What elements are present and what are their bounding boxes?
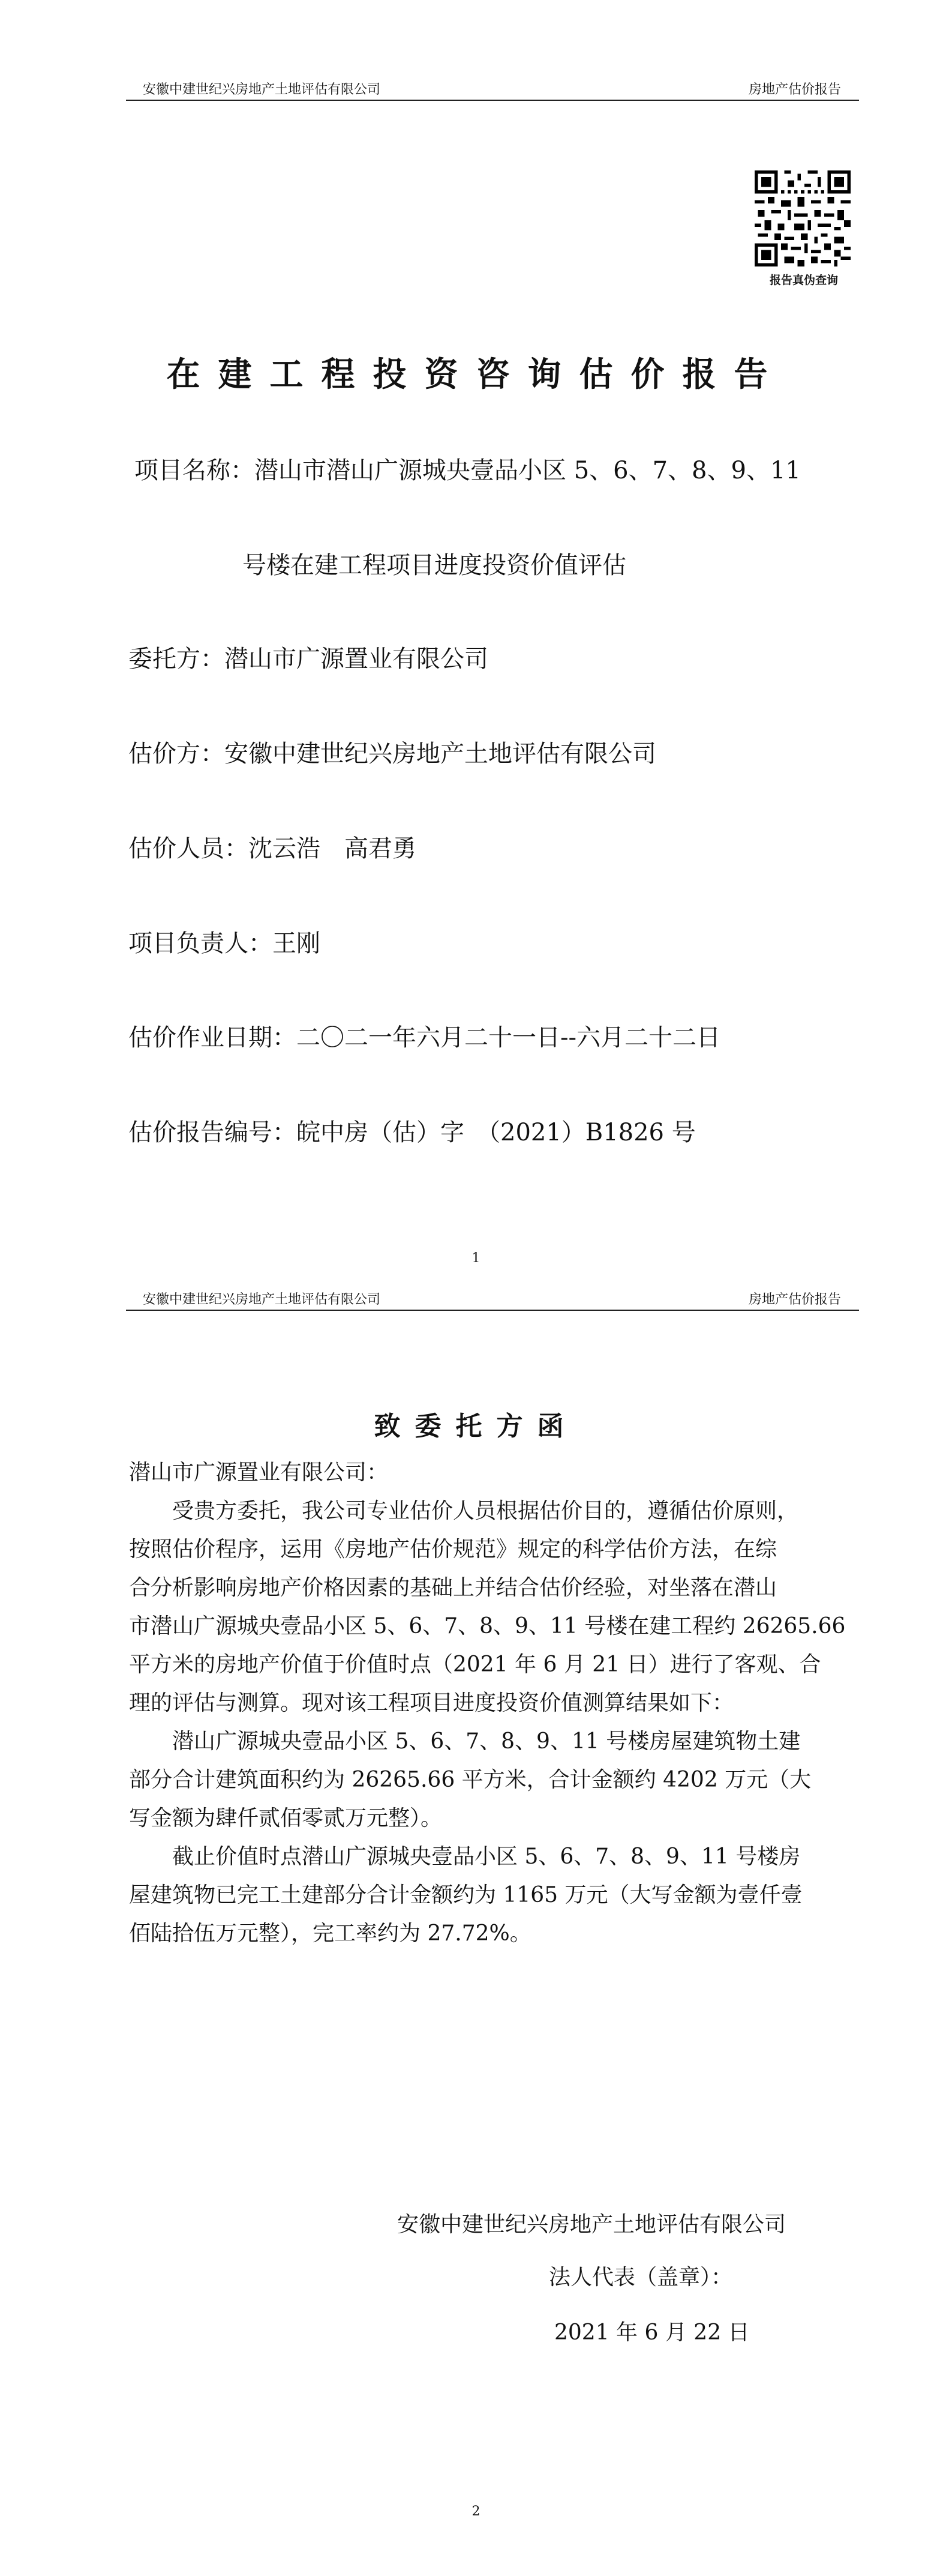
report-number-value: 皖中房（估）字 （2021）B1826 号 [296, 1119, 696, 1146]
header-company: 安徽中建世纪兴房地产土地评估有限公司 [143, 1292, 381, 1307]
appraiser-label: 估价方： [128, 740, 224, 768]
staff-label: 估价人员： [128, 835, 248, 862]
lead-label: 项目负责人： [128, 930, 272, 957]
text-line: 受贵方委托，我公司专业估价人员根据估价目的，遵循估价原则， [129, 1499, 799, 1523]
text-line: 合分析影响房地产价格因素的基础上并结合估价经验，对坐落在潜山 [129, 1575, 777, 1600]
staff-value: 沈云浩 高君勇 [248, 835, 416, 862]
text-line: 潜山广源城央壹品小区 5、6、7、8、9、11 号楼房屋建筑物土建 [129, 1729, 801, 1754]
project-label: 项目名称： [134, 457, 254, 484]
header-company: 安徽中建世纪兴房地产土地评估有限公司 [143, 82, 381, 97]
report-number-line [128, 1113, 696, 1148]
signature-date: 2021 年 6 月 22 日 [554, 2320, 750, 2345]
header-doc-type: 房地产估价报告 [748, 1292, 841, 1307]
client-value: 潜山市广源置业有限公司 [224, 645, 488, 673]
letter-body [129, 1454, 846, 1953]
text-line: 截止价值时点潜山广源城央壹品小区 5、6、7、8、9、11 号楼房 [129, 1844, 801, 1869]
text-line: 部分合计建筑面积约为 26265.66 平方米，合计金额约 4202 万元（大 [129, 1768, 812, 1792]
project-name-text1: 潜山市潜山广源城央壹品小区 5、6、7、8、9、11 [254, 457, 801, 484]
letter-page [0, 1290, 952, 2576]
page-header [126, 1286, 859, 1311]
report-number-label: 估价报告编号： [128, 1119, 296, 1146]
paragraph-1 [129, 1492, 846, 1723]
project-name-line2: 号楼在建工程项目进度投资价值评估 [242, 552, 626, 579]
appraiser-value: 安徽中建世纪兴房地产土地评估有限公司 [224, 740, 656, 768]
text-line: 佰陆拾伍万元整），完工率约为 27.72%。 [129, 1921, 531, 1946]
project-name-line1 [134, 451, 801, 486]
lead-line [128, 924, 320, 958]
qr-code-icon[interactable] [755, 170, 851, 266]
staff-line [128, 829, 416, 864]
text-line: 屋建筑物已完工土建部分合计金额约为 1165 万元（大写金额为壹仟壹 [129, 1883, 803, 1907]
date-value: 二〇二一年六月二十一日--六月二十二日 [296, 1024, 721, 1052]
appraiser-line [128, 735, 656, 769]
page-number: 1 [472, 1251, 480, 1266]
client-line [128, 640, 488, 674]
text-line: 理的评估与测算。现对该工程项目进度投资价值测算结果如下： [129, 1691, 734, 1715]
letter-title: 致委托方函 [374, 1411, 578, 1442]
qr-caption: 报告真伪查询 [769, 274, 838, 287]
text-line: 平方米的房地产价值于价值时点（2021 年 6 月 21 日）进行了客观、合 [129, 1652, 821, 1677]
paragraph-2 [129, 1723, 825, 1838]
signature-company: 安徽中建世纪兴房地产土地评估有限公司 [397, 2212, 786, 2237]
report-title: 在建工程投资咨询估价报告 [166, 355, 786, 394]
salutation: 潜山市广源置业有限公司： [129, 1460, 389, 1485]
paragraph-3 [129, 1838, 825, 1953]
date-line [128, 1019, 720, 1053]
header-doc-type: 房地产估价报告 [748, 82, 841, 97]
page-number: 2 [472, 2504, 480, 2519]
text-line: 市潜山广源城央壹品小区 5、6、7、8、9、11 号楼在建工程约 26265.66 [129, 1614, 846, 1639]
text-line: 按照估价程序，运用《房地产估价规范》规定的科学估价方法，在综 [129, 1537, 777, 1562]
date-label: 估价作业日期： [128, 1024, 296, 1052]
lead-value: 王刚 [272, 930, 320, 957]
client-label: 委托方： [128, 645, 224, 673]
signature-representative: 法人代表（盖章）： [549, 2265, 733, 2290]
text-line: 写金额为肆仟贰佰零贰万元整）。 [129, 1806, 443, 1831]
page-header [126, 76, 859, 101]
